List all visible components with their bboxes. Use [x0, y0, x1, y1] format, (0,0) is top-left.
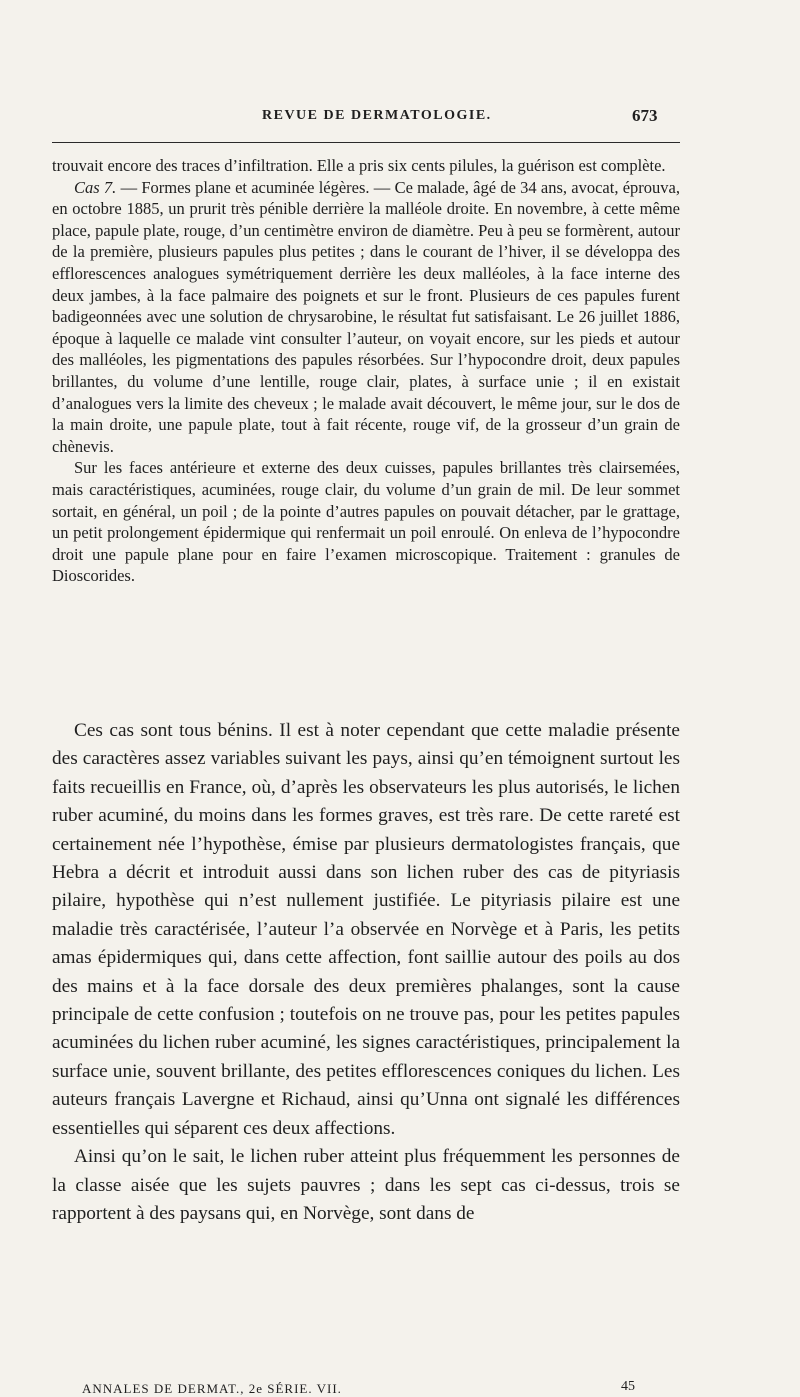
- case-7-body: — Formes plane et acuminée légères. — Ce malade, âgé de 34 ans, avocat, éprouva, en octobre 1885, un prurit très pénible derrière la malléole droite. En novembre, à cette même place, papule plate, rouge, d’un centimètre environ de diamètre. Peu à peu se formèrent, autour de la première, plusieurs papules plus petites ; dans le courant de l’hiver, il se développa des efflorescences analogues symétriquement derrière les deux malléoles, à la face interne des deux jambes, à la face palmaire des poignets et sur le front. Plusieurs de ces papules furent badigeonnées avec une solution de chrysarobine, le résultat fut satisfaisant. Le 26 juillet 1886, époque à laquelle ce malade vint consulter l’auteur, on voyait encore, sur les pieds et autour des malléoles, les pigmentations des papules résorbées. Sur l’hypocondre droit, deux papules brillantes, du volume d’une lentille, rouge clair, plates, à surface unie ; il en existait d’analogues vers la limite des cheveux ; le malade avait découvert, le même jour, sur le dos de la main droite, une papule plate, tout à fait récente, rouge vif, de la grosseur d’un grain de chènevis.: [52, 177, 680, 456]
- discussion-text: [52, 717, 680, 1228]
- paragraph-case-7: [52, 177, 680, 458]
- header-rule: [52, 142, 680, 143]
- printer-signature: ANNALES DE DERMAT., 2e SÉRIE. VII.: [82, 1381, 342, 1396]
- running-title: REVUE DE DERMATOLOGIE.: [262, 108, 492, 123]
- page-header: [0, 104, 800, 134]
- signature-folio: 45: [621, 1379, 635, 1394]
- case-report-text: [52, 155, 680, 587]
- paragraph-discussion: Ces cas sont tous bénins. Il est à noter cependant que cette maladie présente des caractères assez variables suivant les pays, ainsi qu’en témoignent surtout les faits recueillis en France, où, d’après les observateurs les plus autorisés, le lichen ruber acuminé, du moins dans les formes graves, est très rare. De cette rareté est certainement née l’hypothèse, émise par plusieurs dermatologistes français, que Hebra a décrit et introduit aussi dans son lichen ruber des cas de pityriasis pilaire, hypothèse qui n’est nullement justifiée. Le pityriasis pilaire est une maladie très caractérisée, l’auteur l’a observée en Norvège et à Paris, les petits amas épidermiques qui, dans cette affection, font saillie autour des poils au dos des mains et à la face dorsale des deux premières phalanges, sont la cause principale de cette confusion ; toutefois on ne trouve pas, pour les petites papules acuminées du lichen ruber acuminé, les signes caractéristiques, principalement la surface unie, souvent brillante, des petites efflorescences coniques du lichen. Les auteurs français Lavergne et Richaud, ainsi qu’Unna ont signalé les différences essentielles qui séparent ces deux affections.: [52, 720, 680, 1139]
- case-label: Cas 7.: [74, 177, 117, 197]
- page-number: 673: [632, 106, 658, 125]
- paragraph-thighs: Sur les faces antérieure et externe des deux cuisses, papules brillantes très clairsemées, mais caractéristiques, acuminées, rouge clair, du volume d’un grain de mil. De leur sommet sortait, en général, un poil ; de la pointe d’autres papules on pouvait détacher, par le grattage, un petit prolongement épidermique qui renfermait un poil enroulé. On enleva de l’hypocondre droit une papule plane pour en faire l’examen microscopique. Traitement : granules de Dioscorides.: [52, 458, 680, 586]
- paragraph-continuation: trouvait encore des traces d’infiltration. Elle a pris six cents pilules, la guérison est complète.: [52, 156, 666, 175]
- paragraph-social-class: Ainsi qu’on le sait, le lichen ruber atteint plus fréquemment les personnes de la classe aisée que les sujets pauvres ; dans les sept cas ci-dessus, trois se rapportent à des paysans qui, en Norvège, sont dans de: [52, 1146, 680, 1224]
